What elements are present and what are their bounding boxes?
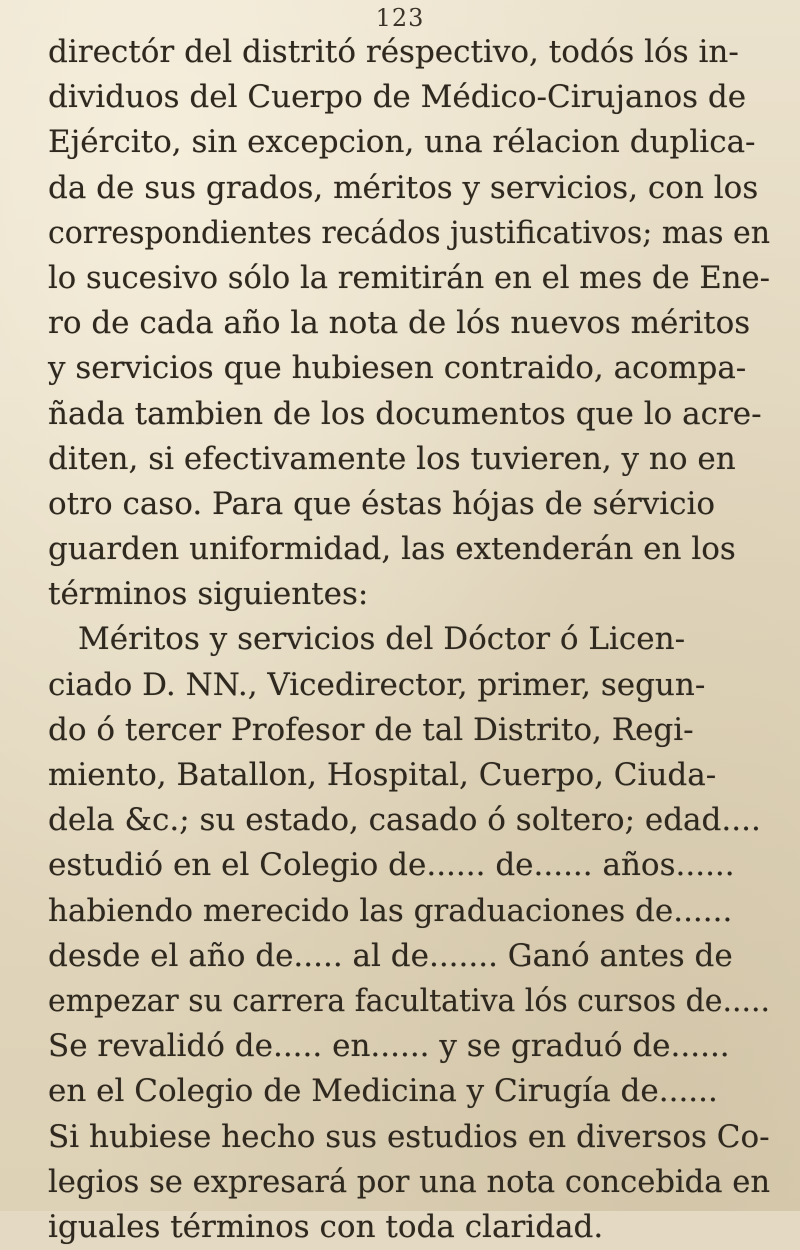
page-number: 123	[375, 4, 425, 32]
body-text	[48, 30, 770, 1250]
text-line: desde el año de..... al de....... Ganó antes de	[48, 937, 733, 974]
text-line: ñada tambien de los documentos que lo acre-	[48, 395, 762, 432]
text-line: habiendo merecido las graduaciones de......	[48, 892, 733, 929]
text-line: dela &c.; su estado, casado ó soltero; edad....	[48, 802, 761, 839]
text-line: do ó tercer Profesor de tal Distrito, Regi-	[48, 711, 694, 748]
text-line: Se revalidó de..... en...... y se graduó de......	[48, 1028, 730, 1065]
text-line: Ejército, sin excepcion, una rélacion duplica-	[48, 124, 756, 161]
text-line: Méritos y servicios del Dóctor ó Licen-	[78, 621, 686, 658]
text-line: estudió en el Colegio de...... de...... años......	[48, 847, 735, 884]
text-line: lo sucesivo sólo la remitirán en el mes de Ene-	[48, 259, 771, 296]
text-line: diten, si efectivamente los tuvieren, y no en	[48, 440, 736, 477]
text-line: da de sus grados, méritos y servicios, con los	[48, 169, 759, 206]
text-line: miento, Batallon, Hospital, Cuerpo, Ciuda-	[48, 757, 717, 793]
text-line: correspondientes recádos justificativos; mas en	[48, 214, 770, 251]
text-line: empezar su carrera facultativa lós cursos de.....	[48, 982, 770, 1019]
text-line: en el Colegio de Medicina y Cirugía de......	[48, 1073, 718, 1110]
text-line: ro de cada año la nota de lós nuevos méritos	[48, 305, 751, 342]
text-line: iguales términos con toda claridad.	[48, 1208, 604, 1245]
text-line: dividuos del Cuerpo de Médico-Cirujanos de	[48, 79, 747, 116]
text-line: ciado D. NN., Vicedirector, primer, segun-	[48, 666, 706, 703]
text-line: Si hubiese hecho sus estudios en diversos Co-	[48, 1118, 770, 1155]
text-line: guarden uniformidad, las extenderán en los	[48, 531, 736, 568]
text-line: términos siguientes:	[48, 576, 369, 613]
text-line: otro caso. Para que éstas hójas de sérvicio	[48, 485, 716, 522]
text-line: legios se expresará por una nota concebida en	[48, 1163, 771, 1200]
text-line: y servicios que hubiesen contraido, acompa-	[48, 350, 747, 387]
text-line: directór del distritó réspectivo, todós lós in-	[48, 34, 739, 70]
